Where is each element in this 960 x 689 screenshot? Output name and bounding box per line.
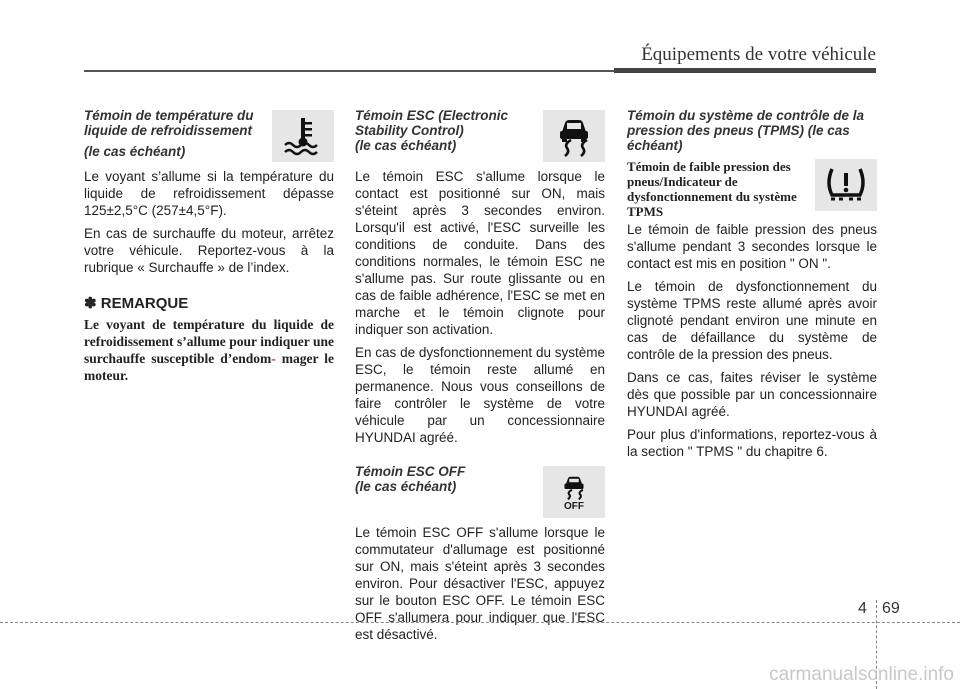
title-line: (le cas échéant) bbox=[355, 479, 457, 494]
title-line: Témoin de température du bbox=[84, 108, 254, 123]
esc-off-icon bbox=[543, 466, 605, 518]
remark-text bbox=[84, 316, 334, 384]
tpms-paragraph: Le témoin de faible pression des pneus s'allume pendant 3 secondes lorsque le contact est mis en position " ON ". bbox=[627, 222, 877, 271]
tpms-paragraph: Pour plus d'informations, reportez-vous à la section " TPMS " du chapitre 6. bbox=[627, 427, 877, 459]
remark-text-start: Le voyant de température du liquide de refroidissement s’allume pour indiquer une surchauffe susceptible d’endom bbox=[84, 317, 334, 366]
tpms-section-title bbox=[627, 108, 877, 153]
title-line: liquide de refroidissement bbox=[84, 123, 253, 138]
title-line: Témoin du système de contrôle de la bbox=[627, 108, 865, 123]
title-line: (le cas échéant) bbox=[355, 138, 457, 153]
title-line: pression des pneus (TPMS) (le cas bbox=[627, 123, 850, 138]
watermark: carmanualsonline.info bbox=[769, 664, 954, 685]
esc-paragraph: Le témoin ESC s'allume lorsque le contact est positionné sur ON, mais s'éteint après 3 secondes environ. Lorsqu'il est activé, l'ESC surveille les conditions de conduite. Dans des conditions normales, le témoin ESC ne s'allume pas. Sur route glissante ou en cas de faible adhérence, l'ESC se met en marche et le témoin clignote pour indiquer son activation. bbox=[355, 169, 605, 337]
tpms-sub-header bbox=[627, 159, 877, 221]
escoff-section-title bbox=[355, 464, 525, 494]
tpms-paragraph: Le témoin de dysfonctionnement du système TPMS reste allumé après avoir clignoté pendant environ une minute en cas de défaillance du système de contrôle de la pression des pneus. bbox=[627, 279, 877, 362]
tire-pressure-warning-icon bbox=[815, 159, 877, 211]
remark-text-end: mager le moteur. bbox=[84, 351, 334, 383]
coolant-paragraph: En cas de surchauffe du moteur, arrêtez votre véhicule. Reportez-vous à la rubrique « Surchauffe » de l’index. bbox=[84, 226, 334, 275]
coolant-section-title bbox=[84, 108, 254, 159]
esc-skid-car-icon bbox=[543, 110, 605, 162]
remark-hyphen: - bbox=[271, 351, 276, 366]
coolant-section-header bbox=[84, 108, 334, 168]
column-tpms bbox=[627, 108, 877, 466]
title-line: (le cas échéant) bbox=[84, 144, 186, 159]
esc-off-label: OFF bbox=[564, 500, 584, 512]
coolant-paragraph: Le voyant s’allume si la température du liquide de refroidissement dépasse 125±2,5°C (257±4,5°F). bbox=[84, 169, 334, 218]
tpms-sub-title: Témoin de faible pression des pneus/Indicateur de dysfonctionnement du système TPMS bbox=[627, 159, 797, 219]
column-esc bbox=[355, 108, 605, 649]
escoff-section-header bbox=[355, 464, 605, 524]
chapter-number: 4 bbox=[858, 600, 867, 617]
escoff-paragraph: Le témoin ESC OFF s'allume lorsque le commutateur d'allumage est positionné sur ON, mais s'éteint après 3 secondes environ. Pour désactiver l'ESC, appuyez sur le bouton ESC OFF. Le témoin ESC OFF s'allumera pour indiquer que l'ESC est désactivé. bbox=[355, 525, 605, 642]
title-line: Témoin ESC OFF bbox=[355, 464, 466, 479]
title-line: échéant) bbox=[627, 138, 683, 153]
esc-paragraph: En cas de dysfonctionnement du système ESC, le témoin reste allumé en permanence. Nous vous conseillons de faire contrôler le système de votre véhicule par un concessionnaire HYUNDAI agréé. bbox=[355, 345, 605, 445]
tpms-paragraph: Dans ce cas, faites réviser le système dès que possible par un concessionnaire HYUNDAI agréé. bbox=[627, 370, 877, 419]
page-header-title: Équipements de votre véhicule bbox=[641, 44, 876, 65]
remark-title: ✽ REMARQUE bbox=[84, 295, 189, 312]
esc-section-header bbox=[355, 108, 605, 168]
page-number: 69 bbox=[882, 600, 900, 617]
coolant-temperature-icon bbox=[272, 110, 334, 162]
esc-section-title bbox=[355, 108, 525, 153]
title-line: Stability Control) bbox=[355, 123, 464, 138]
header-rule-accent bbox=[614, 68, 876, 73]
column-coolant bbox=[84, 108, 334, 384]
title-line: Témoin ESC (Electronic bbox=[355, 108, 509, 123]
footer-rule bbox=[0, 622, 960, 623]
